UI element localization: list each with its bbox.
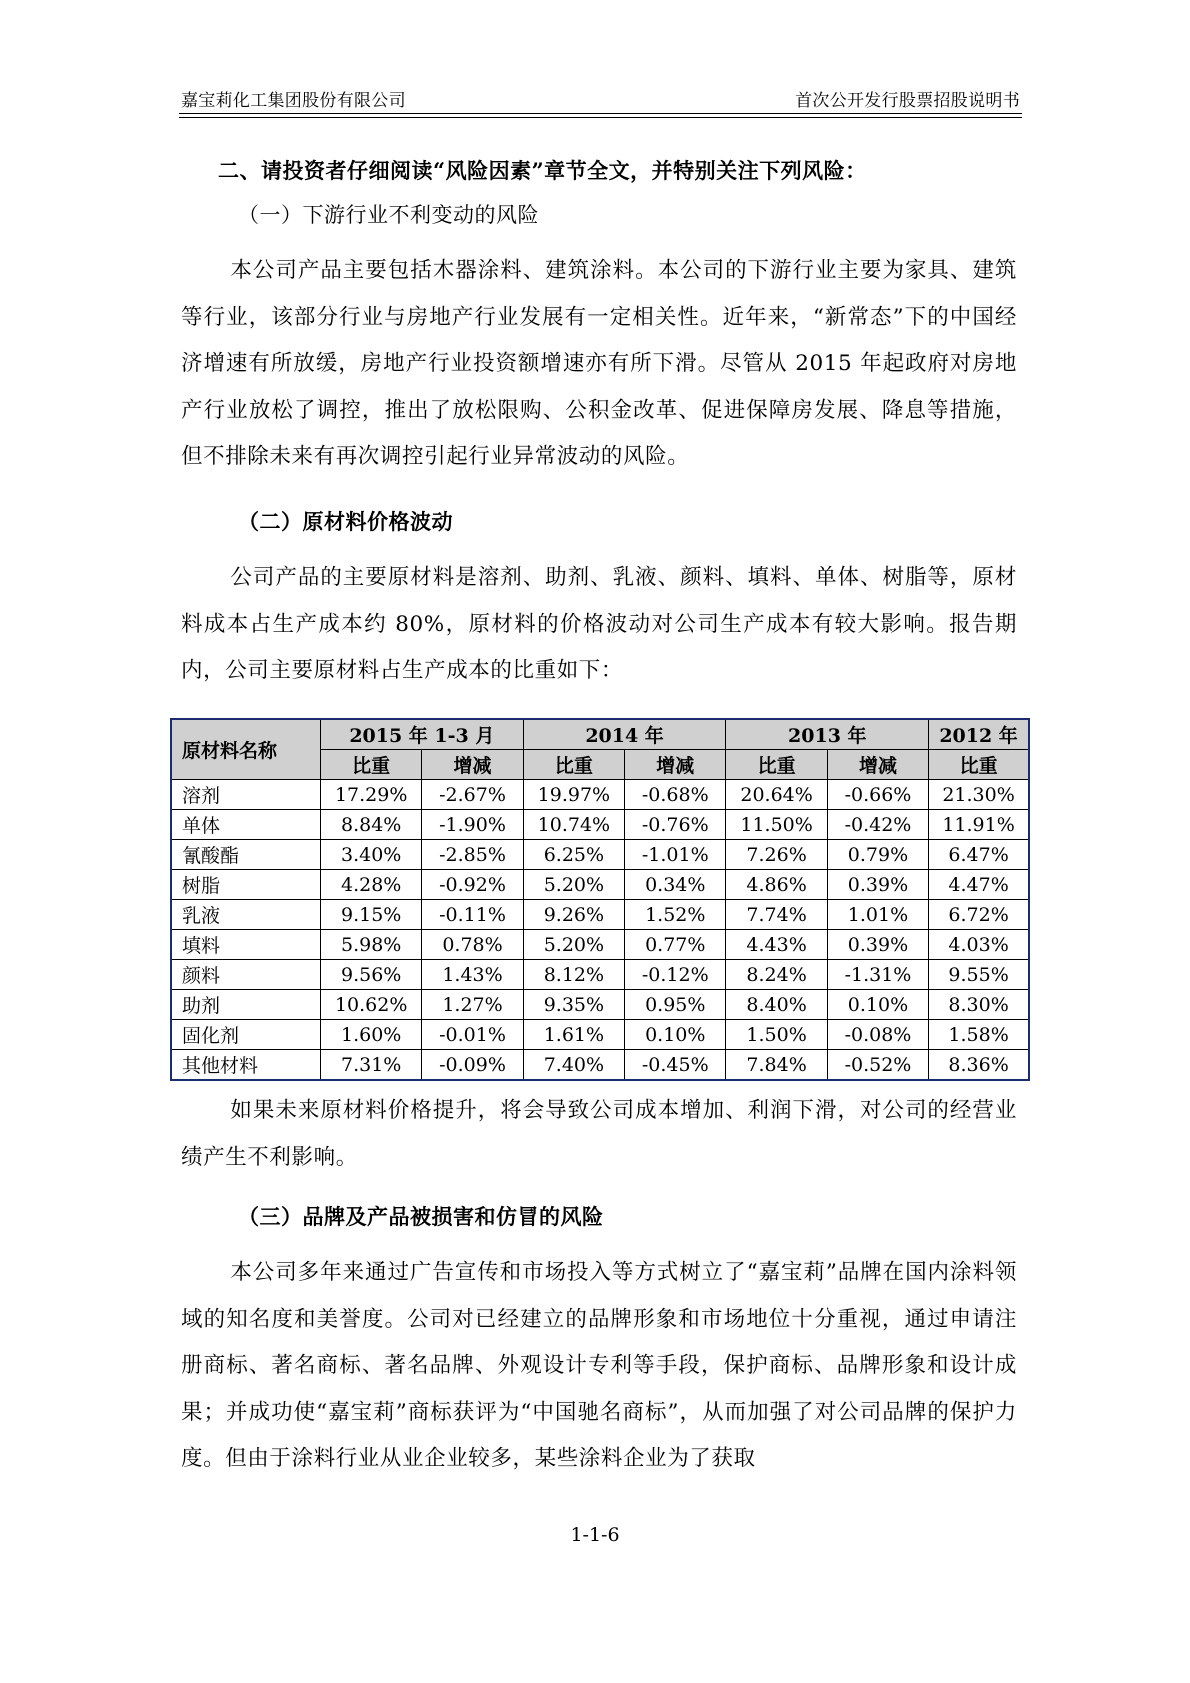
table-cell: -2.67% xyxy=(422,780,523,810)
table-cell: -0.42% xyxy=(827,810,928,840)
table-cell: 1.43% xyxy=(422,960,523,990)
table-cell: -0.11% xyxy=(422,900,523,930)
table-cell: -2.85% xyxy=(422,840,523,870)
table-cell: 8.12% xyxy=(523,960,624,990)
header-rule xyxy=(179,113,1022,114)
table-cell: -0.09% xyxy=(422,1050,523,1081)
table-header-name: 原材料名称 xyxy=(171,719,320,780)
table-cell: 3.40% xyxy=(320,840,421,870)
table-cell: 0.10% xyxy=(827,990,928,1020)
table-cell: 19.97% xyxy=(523,780,624,810)
subsection-3-text: 本公司多年来通过广告宣传和市场投入等方式树立了“嘉宝莉”品牌在国内涂料领域的知名度和美誉度。公司对已经建立的品牌形象和市场地位十分重视，通过申请注册商标、著名商标、著名品牌、外观设计专利等手段，保护商标、品牌形象和设计成果；并成功使“嘉宝莉”商标获评为“中国驰名商标”，从而加强了对公司品牌的保护力度。但由于涂料行业从业企业较多，某些涂料企业为了获取 xyxy=(181,1260,1017,1471)
table-cell: 6.47% xyxy=(929,840,1029,870)
table-cell: 8.36% xyxy=(929,1050,1029,1081)
subsection-2-title: （二）原材料价格波动 xyxy=(238,509,453,534)
table-row xyxy=(171,930,1029,960)
table-cell: 4.86% xyxy=(726,870,827,900)
table-cell: 1.61% xyxy=(523,1020,624,1050)
table-cell: 5.20% xyxy=(523,870,624,900)
table-cell: 6.72% xyxy=(929,900,1029,930)
table-cell: -0.12% xyxy=(625,960,726,990)
table-row xyxy=(171,900,1029,930)
header-doc-title: 首次公开发行股票招股说明书 xyxy=(795,91,1020,111)
table-cell: 8.40% xyxy=(726,990,827,1020)
table-cell: -0.01% xyxy=(422,1020,523,1050)
table-row xyxy=(171,960,1029,990)
table-subheader-ratio: 比重 xyxy=(320,750,421,780)
table-cell: 4.43% xyxy=(726,930,827,960)
table-cell: 1.50% xyxy=(726,1020,827,1050)
table-cell: 5.20% xyxy=(523,930,624,960)
table-cell-name: 助剂 xyxy=(171,990,320,1020)
table-cell: -0.76% xyxy=(625,810,726,840)
table-cell: 10.74% xyxy=(523,810,624,840)
table-cell: 0.77% xyxy=(625,930,726,960)
table-cell: 0.78% xyxy=(422,930,523,960)
table-subheader-change: 增减 xyxy=(827,750,928,780)
header-company: 嘉宝莉化工集团股份有限公司 xyxy=(181,91,406,111)
table-header-period: 2013 年 xyxy=(726,719,929,750)
table-cell: 4.03% xyxy=(929,930,1029,960)
table-cell: -1.01% xyxy=(625,840,726,870)
table-row xyxy=(171,840,1029,870)
section-title: 二、请投资者仔细阅读“风险因素”章节全文，并特别关注下列风险： xyxy=(218,158,867,183)
subsection-1-paragraph xyxy=(181,248,1017,481)
table-cell-name: 单体 xyxy=(171,810,320,840)
table-cell-name: 填料 xyxy=(171,930,320,960)
table-cell: 0.79% xyxy=(827,840,928,870)
table-cell: 8.30% xyxy=(929,990,1029,1020)
table-cell: 17.29% xyxy=(320,780,421,810)
table-cell-name: 树脂 xyxy=(171,870,320,900)
table-cell: 0.39% xyxy=(827,930,928,960)
table-cell: 4.47% xyxy=(929,870,1029,900)
table-cell-name: 溶剂 xyxy=(171,780,320,810)
table-cell: 6.25% xyxy=(523,840,624,870)
table-cell: 5.98% xyxy=(320,930,421,960)
table-cell-name: 乳液 xyxy=(171,900,320,930)
subsection-1-text: 本公司产品主要包括木器涂料、建筑涂料。本公司的下游行业主要为家具、建筑等行业，该部分行业与房地产行业发展有一定相关性。近年来，“新常态”下的中国经济增速有所放缓，房地产行业投资额增速亦有所下滑。尽管从 2015 年起政府对房地产行业放松了调控，推出了放松限购、公积金改革、促进保障房发展、降息等措施，但不排除未来有再次调控引起行业异常波动的风险。 xyxy=(181,258,1017,469)
table-subheader-ratio: 比重 xyxy=(523,750,624,780)
table-cell: -1.31% xyxy=(827,960,928,990)
table-cell: 11.50% xyxy=(726,810,827,840)
subsection-1-title: （一）下游行业不利变动的风险 xyxy=(238,203,539,227)
subsection-2-paragraph xyxy=(181,555,1017,695)
table-cell: -0.52% xyxy=(827,1050,928,1081)
table-cell: 1.60% xyxy=(320,1020,421,1050)
subsection-3-paragraph xyxy=(181,1250,1017,1483)
table-cell: -0.08% xyxy=(827,1020,928,1050)
table-header-period: 2015 年 1-3 月 xyxy=(320,719,523,750)
table-row xyxy=(171,1050,1029,1081)
table-cell: 7.74% xyxy=(726,900,827,930)
table-cell: 9.15% xyxy=(320,900,421,930)
table-cell: 20.64% xyxy=(726,780,827,810)
table-subheader-change: 增减 xyxy=(625,750,726,780)
table-cell-name: 固化剂 xyxy=(171,1020,320,1050)
table-cell: 7.31% xyxy=(320,1050,421,1081)
raw-material-table xyxy=(170,718,1030,1081)
table-cell: 7.40% xyxy=(523,1050,624,1081)
table-cell: -0.66% xyxy=(827,780,928,810)
table-cell: 8.24% xyxy=(726,960,827,990)
subsection-2-after-text: 如果未来原材料价格提升，将会导致公司成本增加、利润下滑，对公司的经营业绩产生不利影响。 xyxy=(181,1098,1017,1170)
table-cell: 7.26% xyxy=(726,840,827,870)
table-header-period: 2014 年 xyxy=(523,719,726,750)
table-header-period: 2012 年 xyxy=(929,719,1029,750)
table-subheader-ratio: 比重 xyxy=(726,750,827,780)
table-subheader-change: 增减 xyxy=(422,750,523,780)
table-cell-name: 氰酸酯 xyxy=(171,840,320,870)
table-row xyxy=(171,810,1029,840)
table-subheader-ratio: 比重 xyxy=(929,750,1029,780)
table-row xyxy=(171,1020,1029,1050)
table-cell: 9.55% xyxy=(929,960,1029,990)
page-number: 1-1-6 xyxy=(570,1524,620,1546)
table-cell: 0.95% xyxy=(625,990,726,1020)
table-cell: -0.45% xyxy=(625,1050,726,1081)
table-cell: -0.68% xyxy=(625,780,726,810)
table-cell: 1.01% xyxy=(827,900,928,930)
table-cell: 1.58% xyxy=(929,1020,1029,1050)
table-cell: 9.26% xyxy=(523,900,624,930)
table-cell: 9.56% xyxy=(320,960,421,990)
table-cell: 21.30% xyxy=(929,780,1029,810)
table-cell: -0.92% xyxy=(422,870,523,900)
table-cell: 10.62% xyxy=(320,990,421,1020)
table-cell: -1.90% xyxy=(422,810,523,840)
table-cell: 4.28% xyxy=(320,870,421,900)
table-cell-name: 颜料 xyxy=(171,960,320,990)
table-row xyxy=(171,990,1029,1020)
table-cell: 1.52% xyxy=(625,900,726,930)
table-cell: 0.34% xyxy=(625,870,726,900)
header-rule-thin xyxy=(179,117,1022,118)
table-cell-name: 其他材料 xyxy=(171,1050,320,1081)
table-row xyxy=(171,870,1029,900)
subsection-2-text: 公司产品的主要原材料是溶剂、助剂、乳液、颜料、填料、单体、树脂等，原材料成本占生产成本约 80%，原材料的价格波动对公司生产成本有较大影响。报告期内，公司主要原材料占生产成本的比重如下： xyxy=(181,565,1017,683)
table-cell: 11.91% xyxy=(929,810,1029,840)
table-cell: 7.84% xyxy=(726,1050,827,1081)
table-row xyxy=(171,780,1029,810)
subsection-2-after-paragraph xyxy=(181,1088,1017,1181)
table-cell: 0.10% xyxy=(625,1020,726,1050)
table-cell: 0.39% xyxy=(827,870,928,900)
subsection-3-title: （三）品牌及产品被损害和仿冒的风险 xyxy=(238,1204,604,1229)
table-cell: 1.27% xyxy=(422,990,523,1020)
table-cell: 9.35% xyxy=(523,990,624,1020)
table-cell: 8.84% xyxy=(320,810,421,840)
